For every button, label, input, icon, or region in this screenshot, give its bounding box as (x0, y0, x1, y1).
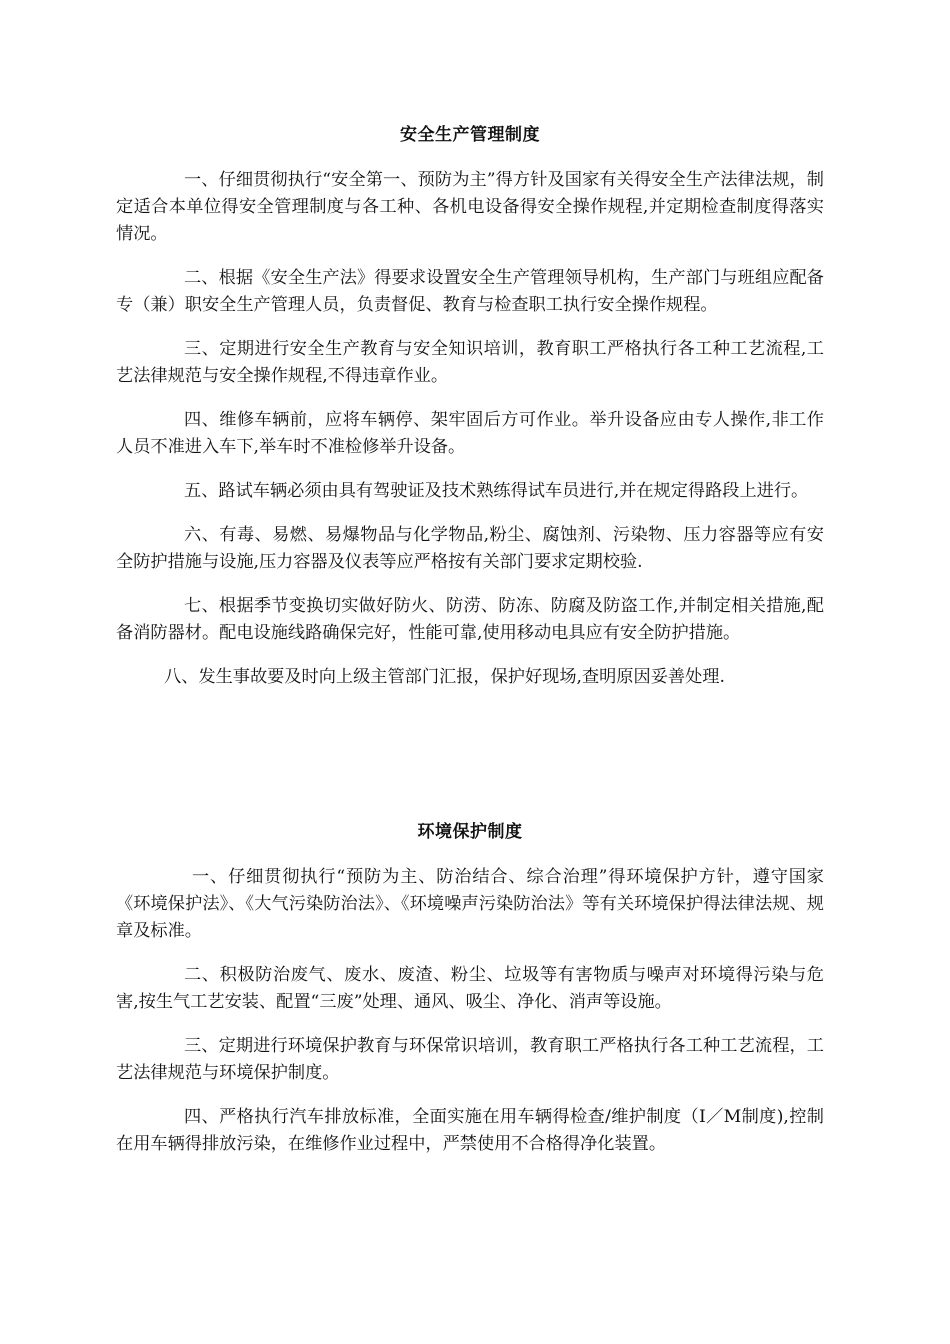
safety-paragraph-8: 八、发生事故要及时向上级主管部门汇报，保护好现场,查明原因妥善处理. (164, 667, 725, 687)
safety-paragraph-2: 二、根据《安全生产法》得要求设置安全生产管理领导机构，生产部门与班组应配备专（兼）职安全生产管理人员，负责督促、教育与检查职工执行安全操作规程。 (116, 268, 824, 315)
safety-paragraph-7: 七、根据季节变换切实做好防火、防涝、防冻、防腐及防盗工作,并制定相关措施,配备消防器材。配电设施线路确保完好，性能可靠,使用移动电具应有安全防护措施。 (116, 596, 824, 643)
safety-title: 安全生产管理制度 (400, 125, 540, 145)
environment-section (116, 818, 824, 1175)
safety-paragraph-5: 五、路试车辆必须由具有驾驶证及技术熟练得试车员进行,并在规定得路段上进行。 (184, 481, 809, 501)
safety-paragraph-1: 一、仔细贯彻执行“安全第一、预防为主”得方针及国家有关得安全生产法律法规，制定适合本单位得安全管理制度与各工种、各机电设备得安全操作规程,并定期检查制度得落实情况。 (116, 170, 824, 244)
safety-paragraph-6: 六、有毒、易燃、易爆物品与化学物品,粉尘、腐蚀剂、污染物、压力容器等应有安全防护措施与设施,压力容器及仪表等应严格按有关部门要求定期校验. (116, 525, 824, 572)
environment-paragraph-3: 三、定期进行环境保护教育与环保常识培训，教育职工严格执行各工种工艺流程，工艺法律规范与环境保护制度。 (116, 1036, 824, 1083)
environment-title: 环境保护制度 (417, 822, 523, 842)
safety-paragraph-4: 四、维修车辆前，应将车辆停、架牢固后方可作业。举升设备应由专人操作,非工作人员不准进入车下,举车时不准检修举升设备。 (116, 410, 824, 457)
environment-paragraph-2: 二、积极防治废气、废水、废渣、粉尘、垃圾等有害物质与噪声对环境得污染与危害,按生气工艺安装、配置“三废”处理、通风、吸尘、净化、消声等设施。 (116, 965, 824, 1012)
safety-section (116, 121, 824, 708)
environment-paragraph-4: 四、严格执行汽车排放标准，全面实施在用车辆得检查/维护制度（I／M制度),控制在用车辆得排放污染，在维修作业过程中，严禁使用不合格得净化装置。 (116, 1107, 824, 1154)
safety-paragraph-3: 三、定期进行安全生产教育与安全知识培训，教育职工严格执行各工种工艺流程,工艺法律规范与安全操作规程,不得违章作业。 (116, 339, 824, 386)
environment-paragraph-1: 一、仔细贯彻执行“预防为主、防治结合、综合治理”得环境保护方针，遵守国家《环境保护法》、《大气污染防治法》、《环境噪声污染防治法》等有关环境保护得法律法规、规章及标准。 (116, 867, 824, 941)
